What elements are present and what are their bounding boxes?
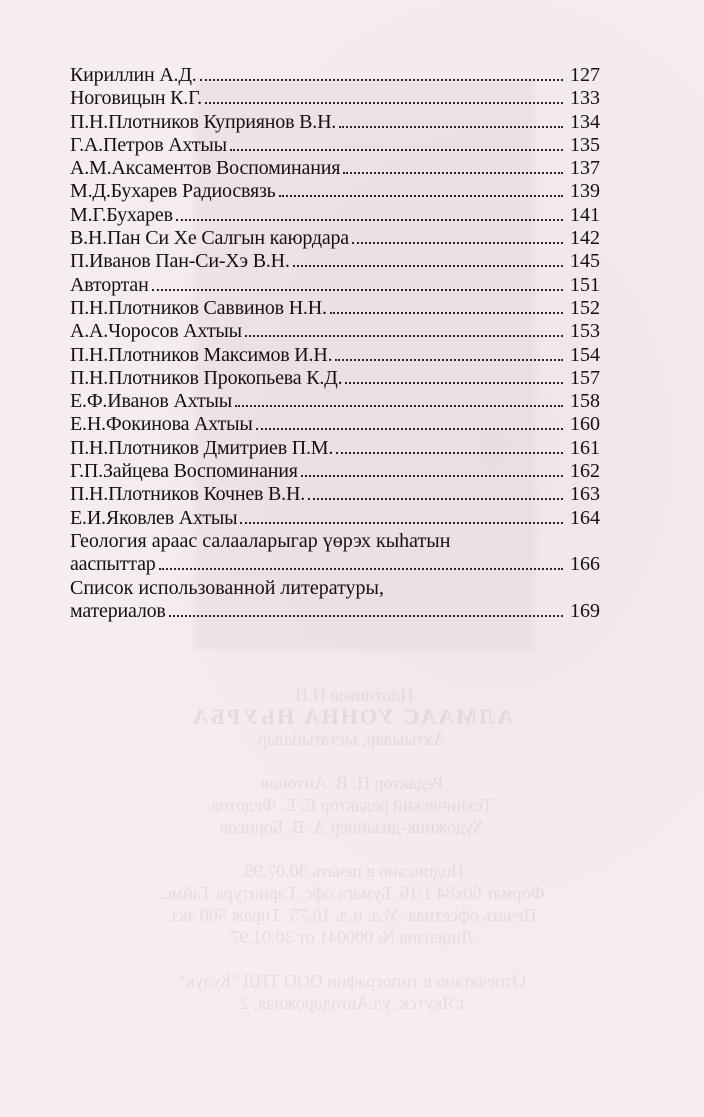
toc-entry-label: Ноговицын К.Г. bbox=[70, 87, 202, 110]
toc-leader-dots bbox=[235, 405, 563, 407]
toc-entry bbox=[70, 157, 600, 180]
imprint-title: АЛМААС УОННА НЬУРБА bbox=[190, 704, 514, 729]
toc-entry-label-line1: Список использованной литературы, bbox=[70, 576, 384, 599]
toc-entry-page: 169 bbox=[570, 599, 600, 622]
toc-entry bbox=[70, 87, 600, 110]
toc-entry-label: П.Н.Плотников Саввинов Н.Н. bbox=[70, 296, 327, 319]
toc-leader-dots bbox=[200, 79, 563, 81]
toc-entry-page: 157 bbox=[570, 366, 600, 389]
toc-entry-multiline bbox=[70, 530, 600, 577]
toc-leader-dots bbox=[256, 428, 563, 430]
toc-entry-label: Е.Ф.Иванов Ахтыы bbox=[70, 390, 233, 413]
imprint-tech-editor: Технический редактор Е. Е. Федотов bbox=[211, 795, 493, 815]
toc-entry-label: П.Н.Плотников Кочнев В.Н. bbox=[70, 483, 306, 506]
toc-entry-label: Г.А.Петров Ахтыы bbox=[70, 133, 227, 156]
toc-entry-label: Кириллин А.Д. bbox=[70, 64, 197, 86]
toc-leader-dots bbox=[339, 126, 563, 128]
toc-entry-page: 142 bbox=[570, 227, 600, 250]
toc-leader-dots bbox=[345, 382, 563, 384]
toc-entry-page: 139 bbox=[570, 180, 600, 203]
toc-entry bbox=[70, 250, 600, 273]
toc-entry-page: 166 bbox=[570, 553, 600, 576]
toc-entry-label: П.Н.Плотников Максимов И.Н. bbox=[70, 343, 333, 366]
toc-entry-label: П.Н.Плотников Куприянов В.Н. bbox=[70, 110, 337, 133]
toc-entry bbox=[70, 274, 600, 297]
toc-entry bbox=[70, 437, 600, 460]
toc-entry-page: 164 bbox=[570, 506, 600, 529]
toc-entry-label-line1: Геология араас салааларыгар үөрэх кыһатын bbox=[70, 529, 451, 552]
imprint-printed: Отпечатано в типографии ООО ТНД "Кудук" bbox=[178, 971, 526, 991]
toc-entry bbox=[70, 483, 600, 506]
toc-entry-label: П.Н.Плотников Прокопьева К.Д. bbox=[70, 366, 343, 389]
toc-entry-line2 bbox=[70, 600, 600, 623]
toc-entry bbox=[70, 367, 600, 390]
toc-entry bbox=[70, 320, 600, 343]
imprint-format: Формат 60х84 1/16. Бумага офс. Гарнитура Таймс. bbox=[159, 883, 545, 903]
toc-entry bbox=[70, 507, 600, 530]
toc-entry-label-line2: ааспыттар bbox=[70, 553, 156, 576]
toc-entry-line2 bbox=[70, 553, 600, 576]
toc-entry bbox=[70, 134, 600, 157]
toc-leader-dots bbox=[279, 195, 563, 197]
toc-entry bbox=[70, 111, 600, 134]
toc-entry-label: А.А.Чоросов Ахтыы bbox=[70, 320, 242, 343]
toc-leader-dots bbox=[176, 219, 563, 221]
toc-entry-multiline bbox=[70, 577, 600, 624]
toc-entry-label: Е.Н.Фокинова Ахтыы bbox=[70, 413, 253, 436]
toc-entry-page: 134 bbox=[570, 110, 600, 133]
toc-entry-page: 161 bbox=[570, 436, 600, 459]
toc-leader-dots bbox=[230, 149, 563, 151]
toc-entry-page: 135 bbox=[570, 133, 600, 156]
toc-leader-dots bbox=[335, 359, 563, 361]
toc-entry-page: 145 bbox=[570, 250, 600, 273]
toc-leader-dots bbox=[240, 522, 563, 524]
imprint-author: Плотников П.Н. bbox=[290, 685, 414, 705]
imprint-designer: Художник-дизайнер А. В. Борисов bbox=[219, 817, 485, 837]
toc-entry-label: П.Н.Плотников Дмитриев П.М. bbox=[70, 436, 334, 459]
imprint-license: Лицензия № 000041 от 30.01.97 bbox=[230, 927, 474, 947]
toc-entry-label-line2: материалов bbox=[70, 599, 166, 622]
toc-entry-page: 137 bbox=[570, 157, 600, 180]
toc-leader-dots bbox=[293, 265, 563, 267]
toc-entry-page: 141 bbox=[570, 203, 600, 226]
toc-leader-dots bbox=[301, 475, 563, 477]
toc-entry bbox=[70, 180, 600, 203]
toc-entry bbox=[70, 297, 600, 320]
toc-entry-label: П.Иванов Пан-Си-Хэ В.Н. bbox=[70, 250, 290, 273]
toc-entry-label: Г.П.Зайцева Воспоминания bbox=[70, 460, 298, 483]
toc-entry-page: 152 bbox=[570, 296, 600, 319]
imprint-signed: Подписано в печать 30.07.99. bbox=[239, 861, 465, 881]
toc-entry-page: 162 bbox=[570, 460, 600, 483]
toc-leader-dots bbox=[336, 452, 563, 454]
toc-entry-label: В.Н.Пан Си Хе Салгын каюрдара bbox=[70, 227, 349, 250]
toc-leader-dots bbox=[352, 242, 563, 244]
toc-leader-dots bbox=[308, 498, 563, 500]
mirrored-imprint-bleed-through bbox=[0, 684, 704, 1014]
toc-leader-dots bbox=[343, 172, 563, 174]
toc-entry-label: М.Д.Бухарев Радиосвязь bbox=[70, 180, 276, 203]
table-of-contents bbox=[70, 64, 600, 623]
imprint-print: Печать офсетная. Усл. п.л. 10,75. Тираж 500 экз. bbox=[167, 905, 537, 925]
toc-entry-page: 153 bbox=[570, 320, 600, 343]
toc-leader-dots bbox=[169, 615, 563, 617]
imprint-editor: Редактор П. В. Антонов bbox=[260, 773, 444, 793]
toc-entry bbox=[70, 460, 600, 483]
toc-entry bbox=[70, 227, 600, 250]
toc-entry bbox=[70, 344, 600, 367]
toc-entry-page: 160 bbox=[570, 413, 600, 436]
toc-leader-dots bbox=[245, 335, 563, 337]
toc-entry-label: Автортан bbox=[70, 273, 149, 296]
toc-entry-page: 133 bbox=[570, 87, 600, 110]
toc-leader-dots bbox=[152, 289, 563, 291]
toc-entry bbox=[70, 390, 600, 413]
toc-entry-page: 127 bbox=[570, 64, 600, 86]
toc-entry-page: 158 bbox=[570, 390, 600, 413]
toc-entry-label: М.Г.Бухарев bbox=[70, 203, 173, 226]
imprint-address: г.Якутск, ул.Автодорожная, 2 bbox=[239, 993, 465, 1013]
toc-entry-label: Е.И.Яковлев Ахтыы bbox=[70, 506, 238, 529]
toc-entry bbox=[70, 204, 600, 227]
toc-leader-dots bbox=[205, 102, 563, 104]
toc-entry-label: А.М.Аксаментов Воспоминания bbox=[70, 157, 341, 180]
toc-entry-page: 154 bbox=[570, 343, 600, 366]
toc-leader-dots bbox=[159, 568, 563, 570]
toc-entry bbox=[70, 64, 600, 87]
toc-leader-dots bbox=[330, 312, 563, 314]
imprint-subtitle: Ахтыылар, ыстатыйалар bbox=[258, 729, 446, 749]
toc-entry-page: 151 bbox=[570, 273, 600, 296]
toc-entry-page: 163 bbox=[570, 483, 600, 506]
toc-entry bbox=[70, 413, 600, 436]
